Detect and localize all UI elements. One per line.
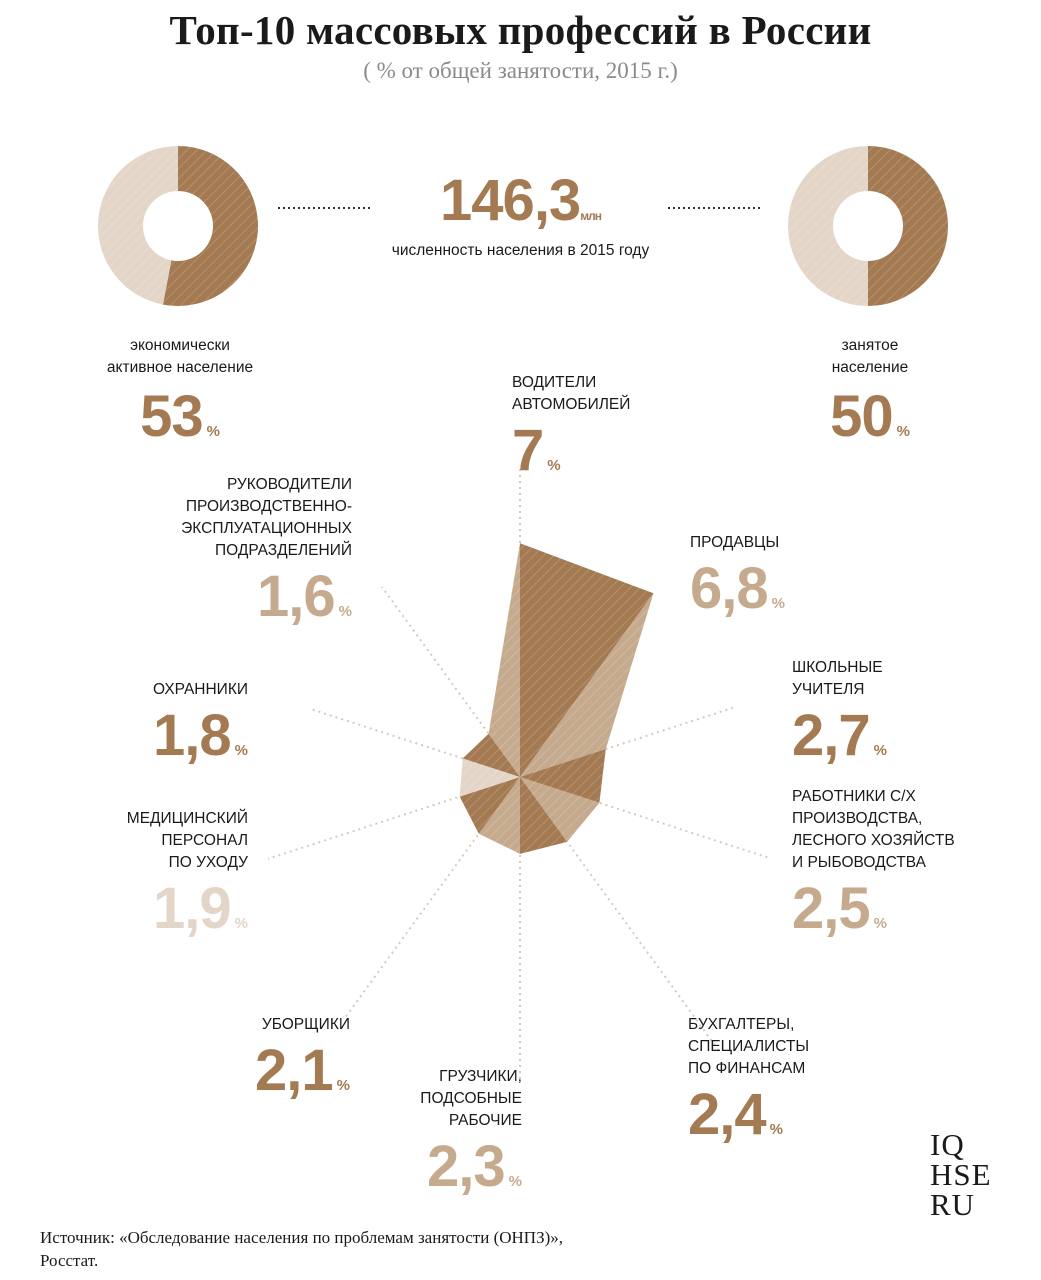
radar-value-9	[100, 564, 352, 629]
radar-value-unit: %	[336, 1077, 350, 1094]
radar-label-5	[322, 1066, 522, 1199]
radar-value-2	[792, 703, 992, 768]
radar-label-6	[150, 1014, 350, 1103]
radar-wedges	[460, 543, 654, 854]
radar-label-1	[690, 532, 890, 621]
radar-value-unit: %	[771, 595, 785, 612]
radar-label-line: МЕДИЦИНСКИЙ	[126, 810, 248, 827]
radar-label-line: РАБОТНИКИ С/Х	[792, 788, 916, 805]
radar-label-line: ШКОЛЬНЫЕ	[792, 659, 883, 676]
radar-label-line: РАБОЧИЕ	[448, 1112, 522, 1129]
radar-value-unit: %	[873, 742, 887, 759]
source-note: Источник: «Обследование населения по проблемам занятости (ОНПЗ)», Росстат.	[40, 1228, 564, 1270]
radar-value-number: 1,8	[153, 703, 231, 768]
donut-label-active: экономически активное население	[106, 337, 254, 376]
radar-value-unit: %	[547, 457, 561, 474]
radar-value-number: 1,6	[257, 564, 335, 629]
radar-label-line: УБОРЩИКИ	[261, 1016, 350, 1033]
radar-value-unit: %	[234, 915, 248, 932]
radar-label-7	[48, 808, 248, 941]
radar-label-line: ОХРАННИКИ	[152, 681, 248, 698]
radar-value-unit: %	[508, 1173, 522, 1190]
radar-value-number: 1,9	[153, 876, 231, 941]
radar-label-line: ПОДРАЗДЕЛЕНИЙ	[214, 542, 352, 559]
donut-value-active: 53 %	[140, 384, 220, 449]
radar-value-number: 2,5	[792, 876, 870, 941]
radar-value-unit: %	[338, 603, 352, 620]
radar-value-number: 7	[512, 418, 544, 483]
population-value	[0, 168, 1041, 233]
radar-label-line: И РЫБОВОДСТВА	[792, 854, 926, 871]
radar-value-unit: %	[769, 1121, 783, 1138]
radar-label-line: ПРОДАВЦЫ	[690, 534, 780, 551]
population-unit: млн	[580, 209, 601, 223]
radar-value-unit: %	[234, 742, 248, 759]
radar-label-line: СПЕЦИАЛИСТЫ	[688, 1038, 810, 1055]
radar-label-2	[792, 657, 992, 768]
radar-label-line: ПРОИЗВОДСТВЕННО-	[185, 498, 352, 515]
radar-value-number: 2,1	[255, 1038, 333, 1103]
radar-label-4	[688, 1014, 888, 1147]
radar-value-5	[322, 1134, 522, 1199]
page-subtitle: ( % от общей занятости, 2015 г.)	[363, 58, 678, 83]
radar-value-unit: %	[873, 915, 887, 932]
radar-label-line: ЛЕСНОГО ХОЗЯЙСТВ	[792, 832, 955, 849]
radar-label-line: ПО УХОДУ	[168, 854, 248, 871]
radar-label-line: БУХГАЛТЕРЫ,	[688, 1016, 795, 1033]
radar-label-line: ПЕРСОНАЛ	[161, 832, 248, 849]
radar-label-line: ГРУЗЧИКИ,	[439, 1068, 522, 1085]
radar-label-line: РУКОВОДИТЕЛИ	[226, 476, 352, 493]
population-number: 146,3	[440, 168, 581, 233]
donut-value-employed: 50 %	[830, 384, 910, 449]
radar-label-9	[100, 474, 352, 629]
radar-value-number: 2,7	[792, 703, 870, 768]
radar-label-line: ВОДИТЕЛИ	[512, 374, 597, 391]
iq-hse-logo: IQ HSE RU	[930, 1127, 992, 1222]
radar-label-0	[512, 372, 712, 483]
radar-value-number: 2,4	[688, 1082, 766, 1147]
radar-value-number: 2,3	[427, 1134, 505, 1199]
radar-label-line: ПО ФИНАНСАМ	[688, 1060, 806, 1077]
radar-value-number: 6,8	[690, 556, 768, 621]
radar-label-line: ЭКСПЛУАТАЦИОННЫХ	[181, 520, 352, 537]
radar-label-line: УЧИТЕЛЯ	[792, 681, 865, 698]
radar-value-1	[690, 556, 890, 621]
radar-label-line: АВТОМОБИЛЕЙ	[512, 396, 631, 413]
radar-label-line: ПОДСОБНЫЕ	[420, 1090, 522, 1107]
page-title: Топ-10 массовых профессий в России	[169, 7, 872, 53]
donut-label-employed: занятое население	[831, 337, 909, 376]
radar-value-7	[48, 876, 248, 941]
radar-value-3	[792, 876, 1012, 941]
radar-label-8	[48, 679, 248, 768]
radar-value-4	[688, 1082, 888, 1147]
radar-value-0	[512, 418, 712, 483]
population-label: численность населения в 2015 году	[391, 242, 650, 259]
radar-value-6	[150, 1038, 350, 1103]
radar-label-line: ПРОИЗВОДСТВА,	[792, 810, 923, 827]
radar-value-8	[48, 703, 248, 768]
radar-label-3	[792, 786, 1012, 941]
